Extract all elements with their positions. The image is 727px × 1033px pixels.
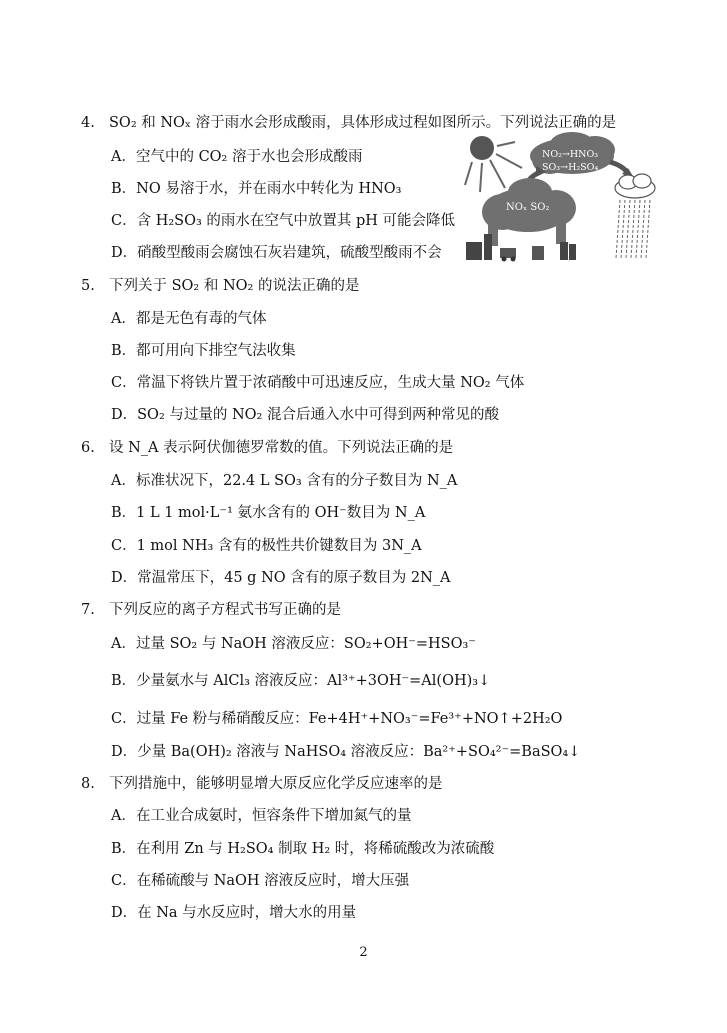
question-number: 7.: [81, 602, 95, 618]
option-b: B．都可用向下排空气法收集: [111, 343, 296, 359]
option-a: A．过量 SO₂ 与 NaOH 溶液反应：SO₂+OH⁻=HSO₃⁻: [111, 636, 476, 652]
option-a: A．都是无色有毒的气体: [111, 311, 267, 327]
option-b: B．1 L 1 mol·L⁻¹ 氨水含有的 OH⁻数目为 N_A: [111, 505, 426, 521]
cloud-reaction-2: SO₃→H₂SO₄: [542, 162, 599, 173]
question-stem: SO₂ 和 NOₓ 溶于雨水会形成酸雨，具体形成过程如图所示。下列说法正确的是: [109, 115, 617, 131]
question-number: 4.: [81, 115, 95, 131]
rain-icon: [616, 200, 650, 258]
acid-rain-illustration: [460, 130, 666, 270]
smoke-label: NOₓ SO₂: [506, 202, 550, 213]
question-stem: 下列反应的离子方程式书写正确的是: [109, 602, 341, 618]
option-d: D．在 Na 与水反应时，增大水的用量: [111, 905, 357, 921]
cloud-reaction-1: NO₂→HNO₃: [542, 149, 599, 160]
building-icon: [532, 246, 544, 260]
factory-icon: [466, 234, 492, 260]
page-number: 2: [359, 945, 368, 960]
option-d: D．常温常压下，45 g NO 含有的原子数目为 2N_A: [111, 570, 451, 586]
option-a: A．在工业合成氨时，恒容条件下增加氮气的量: [111, 808, 412, 824]
rain-cloud: [615, 174, 655, 198]
question-number: 5.: [81, 278, 95, 294]
option-a: A．空气中的 CO₂ 溶于水也会形成酸雨: [111, 149, 363, 165]
question-number: 8.: [81, 776, 95, 792]
option-d: D．硝酸型酸雨会腐蚀石灰岩建筑，硫酸型酸雨不会: [111, 245, 442, 261]
option-d: D．SO₂ 与过量的 NO₂ 混合后通入水中可得到两种常见的酸: [111, 407, 499, 423]
option-d: D．少量 Ba(OH)₂ 溶液与 NaHSO₄ 溶液反应：Ba²⁺+SO₄²⁻=BaSO₄↓: [111, 744, 581, 760]
question-stem: 下列措施中，能够明显增大原反应化学反应速率的是: [109, 776, 443, 792]
power-plant-icon: [560, 242, 576, 260]
option-c: C．在稀硫酸与 NaOH 溶液反应时，增大压强: [111, 873, 410, 889]
option-a: A．标准状况下，22.4 L SO₃ 含有的分子数目为 N_A: [111, 473, 458, 489]
option-c: C．常温下将铁片置于浓硝酸中可迅速反应，生成大量 NO₂ 气体: [111, 375, 525, 391]
question-stem: 下列关于 SO₂ 和 NO₂ 的说法正确的是: [109, 278, 360, 294]
car-icon: [500, 248, 516, 262]
question-stem: 设 N_A 表示阿伏伽德罗常数的值。下列说法正确的是: [109, 440, 454, 456]
option-b: B．少量氨水与 AlCl₃ 溶液反应：Al³⁺+3OH⁻=Al(OH)₃↓: [111, 673, 491, 689]
option-b: B．在利用 Zn 与 H₂SO₄ 制取 H₂ 时，将稀硫酸改为浓硫酸: [111, 841, 495, 857]
option-c: C．含 H₂SO₃ 的雨水在空气中放置其 pH 可能会降低: [111, 213, 456, 229]
option-b: B．NO 易溶于水，并在雨水中转化为 HNO₃: [111, 181, 402, 197]
option-c: C．1 mol NH₃ 含有的极性共价键数目为 3N_A: [111, 538, 422, 554]
option-c: C．过量 Fe 粉与稀硝酸反应：Fe+4H⁺+NO₃⁻=Fe³⁺+NO↑+2H₂O: [111, 711, 563, 727]
question-number: 6.: [81, 440, 95, 456]
